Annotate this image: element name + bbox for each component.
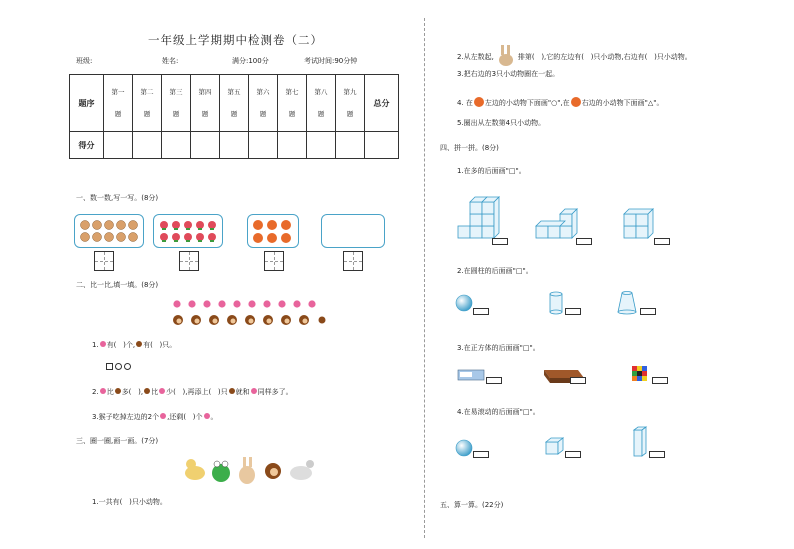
score-cell[interactable] (191, 132, 220, 159)
section-5-title: 五、算一算。(22分) (440, 501, 504, 509)
mushroom-box (74, 214, 144, 248)
col-3: 第三 题 (162, 75, 191, 132)
answer-shapes[interactable] (106, 362, 133, 371)
peach-icon (204, 413, 210, 419)
total-header: 总分 (365, 75, 399, 132)
full-score: 满分:100分 (232, 57, 269, 65)
sphere-shape (456, 295, 472, 311)
question-3-3: 3.把右边的3只小动物圈在一起。 (457, 70, 560, 78)
peach-icon (160, 413, 166, 419)
question-3-1: 1.一共有( )只小动物。 (92, 498, 167, 506)
score-cell[interactable] (307, 132, 336, 159)
question-4-3: 3.在正方体的后面画"□"。 (457, 344, 540, 352)
monkey-icon (229, 388, 235, 394)
question-2-2: 2. 比 多( ), 比 少( ),再添上( )只 就和 同样多了。 (92, 388, 293, 396)
prism-shape (634, 427, 646, 456)
question-4-2: 2.在圆柱的后面画"□"。 (457, 267, 533, 275)
class-label: 班级: (76, 57, 93, 65)
answer-box[interactable] (576, 238, 592, 245)
monkey-icon (115, 388, 121, 394)
horse-icon (185, 459, 205, 480)
score-table (69, 74, 399, 159)
flower-box (153, 214, 223, 248)
question-3-5: 5.圈出从左数第4只小动物。 (457, 119, 546, 127)
name-label: 姓名: (162, 57, 179, 65)
frog-icon (212, 461, 230, 482)
square-icon (106, 363, 113, 370)
question-2-3: 3.猴子吃掉左边的2个 ,还剩( )个 。 (92, 413, 218, 421)
monkey-icon (265, 463, 281, 479)
peaches-row (172, 299, 322, 309)
mushrooms-image (75, 215, 143, 247)
empty-box (321, 214, 385, 248)
squirrel-box (247, 214, 299, 248)
small-cube-shape (546, 438, 563, 454)
circle-icon (124, 363, 131, 370)
section-1-title: 一、数一数,写一写。(8分) (76, 194, 159, 202)
frustum-shape (618, 292, 636, 315)
rabbit-icon (239, 457, 255, 484)
question-3-4: 4. 在 左边的小动物下面画"○",在 右边的小动物下面画"△"。 (457, 96, 664, 108)
answer-box[interactable] (652, 377, 668, 384)
monkey-icon (136, 341, 142, 347)
rabbit-icon (494, 45, 518, 67)
row-header: 题序 (70, 75, 104, 132)
col-1: 第一 题 (104, 75, 133, 132)
col-8: 第八 题 (307, 75, 336, 132)
score-cell[interactable] (249, 132, 278, 159)
monkeys-row (172, 313, 327, 327)
col-2: 第二 题 (133, 75, 162, 132)
cylinder-shape (550, 292, 562, 314)
answer-grid[interactable] (94, 251, 114, 271)
section-3-title: 三、圈一圈,画一画。(7分) (76, 437, 159, 445)
cube-stacks (456, 192, 686, 244)
score-cell[interactable] (133, 132, 162, 159)
answer-grid[interactable] (343, 251, 363, 271)
question-2-1: 1. 有( )个, 有( )只。 (92, 341, 177, 349)
rubiks-cube-icon (632, 366, 647, 381)
monkey-icon (144, 388, 150, 394)
page-title: 一年级上学期期中检测卷（二） (148, 33, 323, 47)
score-cell[interactable] (104, 132, 133, 159)
answer-box[interactable] (570, 377, 586, 384)
col-4: 第四 题 (191, 75, 220, 132)
goat-icon (290, 460, 314, 480)
section-4-title: 四、拼一拼。(8分) (440, 144, 499, 152)
answer-grid[interactable] (179, 251, 199, 271)
page-divider (424, 18, 425, 538)
eraser-icon (458, 370, 484, 380)
sphere-shape (456, 440, 472, 456)
score-cell[interactable] (162, 132, 191, 159)
answer-box[interactable] (473, 451, 489, 458)
answer-box[interactable] (486, 377, 502, 384)
total-cell[interactable] (365, 132, 399, 159)
exam-time: 考试时间:90分钟 (304, 57, 358, 65)
circle-icon (115, 363, 122, 370)
squirrel-icon (473, 96, 485, 108)
question-4-4: 4.在易滚动的后面画"□"。 (457, 408, 540, 416)
animals-row (183, 455, 323, 487)
answer-box[interactable] (565, 451, 581, 458)
squirrel-icon (570, 96, 582, 108)
peach-icon (251, 388, 257, 394)
answer-box[interactable] (473, 308, 489, 315)
score-cell[interactable] (278, 132, 307, 159)
col-6: 第六 题 (249, 75, 278, 132)
col-7: 第七 题 (278, 75, 307, 132)
peach-icon (159, 388, 165, 394)
score-cell[interactable] (220, 132, 249, 159)
answer-box[interactable] (640, 308, 656, 315)
col-9: 第九 题 (336, 75, 365, 132)
score-cell[interactable] (336, 132, 365, 159)
col-5: 第五 题 (220, 75, 249, 132)
squirrels-image (248, 215, 298, 247)
answer-box[interactable] (654, 238, 670, 245)
answer-box[interactable] (492, 238, 508, 245)
flowers-image (154, 215, 222, 247)
question-3-2: 2.从左数起, 排第( ),它的左边有( )只小动物,右边有( )只小动物。 (457, 45, 692, 67)
answer-box[interactable] (565, 308, 581, 315)
score-row-header: 得分 (70, 132, 104, 159)
answer-grid[interactable] (264, 251, 284, 271)
peach-icon (100, 341, 106, 347)
question-4-1: 1.在多的后面画"□"。 (457, 167, 526, 175)
answer-box[interactable] (649, 451, 665, 458)
peach-icon (100, 388, 106, 394)
section-2-title: 二、比一比,填一填。(8分) (76, 281, 159, 289)
